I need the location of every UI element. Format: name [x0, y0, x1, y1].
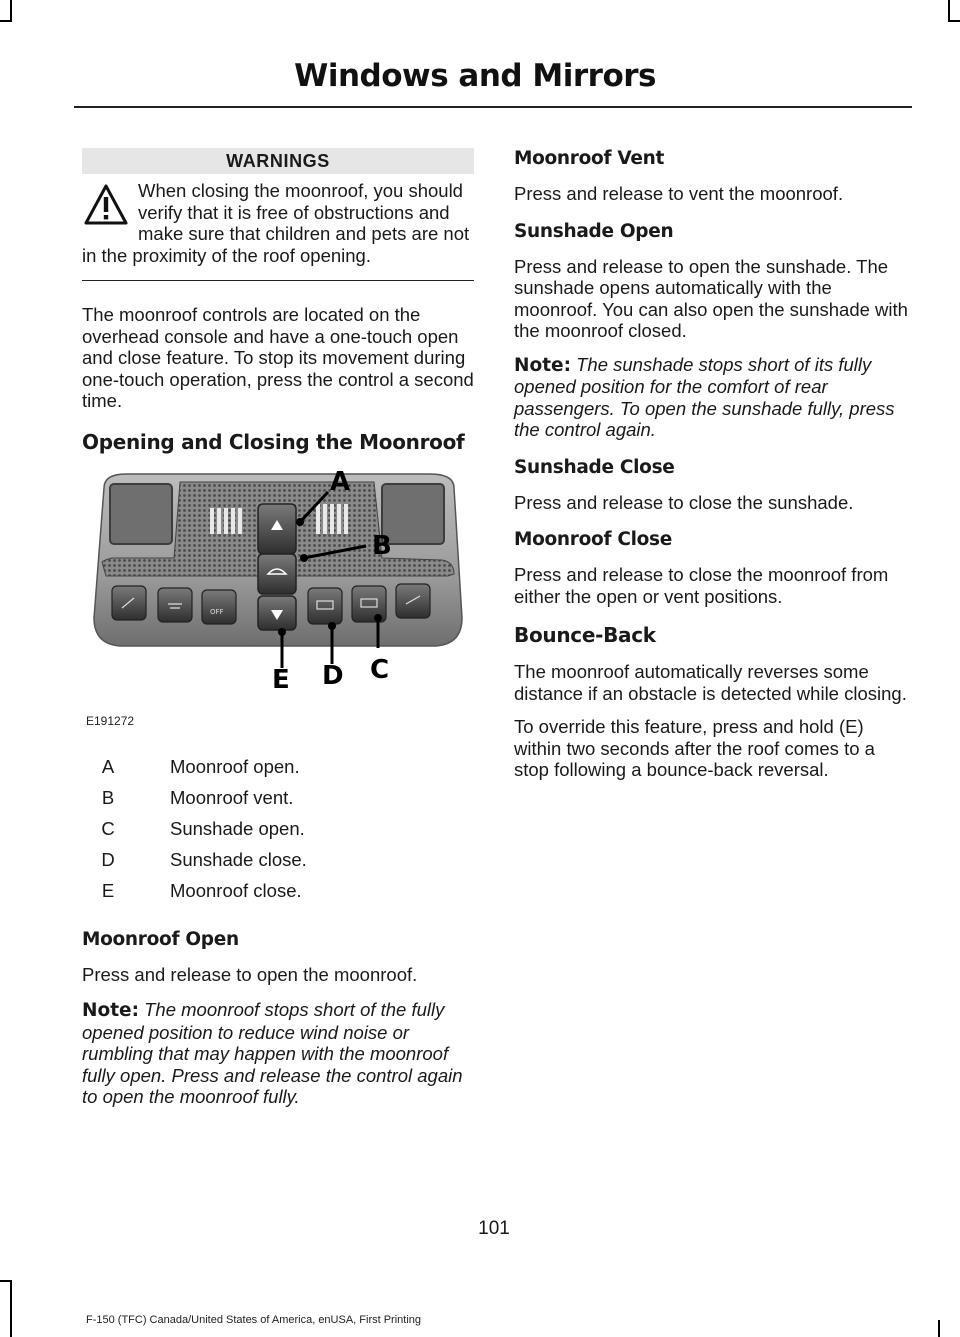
moonroof-open-note — [82, 999, 474, 1108]
sunshade-close-text: Press and release to close the sunshade. — [514, 491, 854, 513]
legend-row: D Sunshade close. — [101, 849, 307, 870]
sunshade-open-note — [514, 354, 914, 441]
legend-row: E Moonroof close. — [101, 880, 302, 901]
moonroof-vent-heading: Moonroof Vent — [514, 148, 664, 169]
crop-mark — [948, 20, 960, 22]
moonroof-controls-figure — [82, 468, 474, 728]
note-text: The moonroof stops short of the fully opened position to reduce wind noise or rumbling that may happen with the moonroof fully open. Press and release the control again to open the moonroof fully. — [82, 999, 463, 1107]
crop-mark — [10, 1280, 12, 1337]
warnings-heading: WARNINGS — [82, 148, 474, 174]
moonroof-vent-text: Press and release to vent the moonroof. — [514, 183, 844, 204]
moonroof-close-text: Press and release to close the moonroof from either the open or vent positions. — [514, 564, 889, 607]
legend-row: B Moonroof vent. — [101, 787, 294, 808]
bounce-back-text: The moonroof automatically reverses some distance if an obstacle is detected while closing. — [514, 661, 907, 704]
off-label: OFF — [210, 607, 224, 616]
left-column — [82, 148, 474, 1108]
note-label: Note: — [82, 1000, 139, 1021]
warning-rule — [82, 280, 474, 281]
note-text: The sunshade stops short of its fully opened position for the comfort of rear passengers. To open the sunshade fully, press the control again. — [514, 353, 895, 440]
callout-c: C — [370, 654, 390, 685]
note-label: Note: — [514, 354, 571, 376]
header-rule — [74, 106, 912, 108]
overhead-console-illustration — [82, 468, 474, 728]
moonroof-open-heading: Moonroof Open — [82, 928, 239, 950]
right-column — [514, 146, 914, 781]
page-number: 101 — [478, 1218, 510, 1239]
callout-a: A — [330, 467, 351, 497]
legend-row: A Moonroof open. — [101, 756, 300, 777]
intro-paragraph: The moonroof controls are located on the overhead console and have a one-touch open and close feature. To stop its movement during one-touch operation, press the control a second time. — [82, 304, 474, 411]
crop-mark — [938, 1320, 940, 1337]
sunshade-open-heading: Sunshade Open — [514, 220, 674, 242]
crop-mark — [0, 20, 12, 22]
crop-mark — [948, 0, 950, 22]
warning-triangle-icon — [84, 183, 128, 227]
callout-b: B — [372, 530, 392, 561]
figure-code: E191272 — [86, 713, 135, 728]
section-heading: Opening and Closing the Moonroof — [82, 429, 465, 454]
callout-d: D — [322, 660, 344, 691]
crop-mark — [10, 0, 12, 22]
page-title: Windows and Mirrors — [294, 58, 656, 94]
moonroof-open-text: Press and release to open the moonroof. — [82, 963, 418, 985]
footer-text: F-150 (TFC) Canada/United States of America, enUSA, First Printing — [86, 1314, 422, 1326]
bounce-back-override-text: To override this feature, press and hold (E) within two seconds after the roof comes to a stop following a bounce-back reversal. — [514, 716, 875, 780]
moonroof-close-heading: Moonroof Close — [514, 529, 673, 550]
callout-e: E — [272, 664, 290, 695]
crop-mark — [0, 1280, 12, 1282]
figure-legend — [82, 752, 474, 907]
legend-row: C Sunshade open. — [101, 818, 305, 839]
sunshade-open-text: Press and release to open the sunshade. The sunshade opens automatically with the moonroof. You can also open the sunshade with the moonroof closed. — [514, 255, 908, 341]
warning-block — [82, 180, 474, 266]
warning-text: When closing the moonroof, you should verify that it is free of obstructions and make sure that children and pets are not in the proximity of the roof opening. — [82, 180, 470, 266]
bounce-back-heading: Bounce-Back — [514, 623, 656, 647]
sunshade-close-heading: Sunshade Close — [514, 456, 675, 478]
